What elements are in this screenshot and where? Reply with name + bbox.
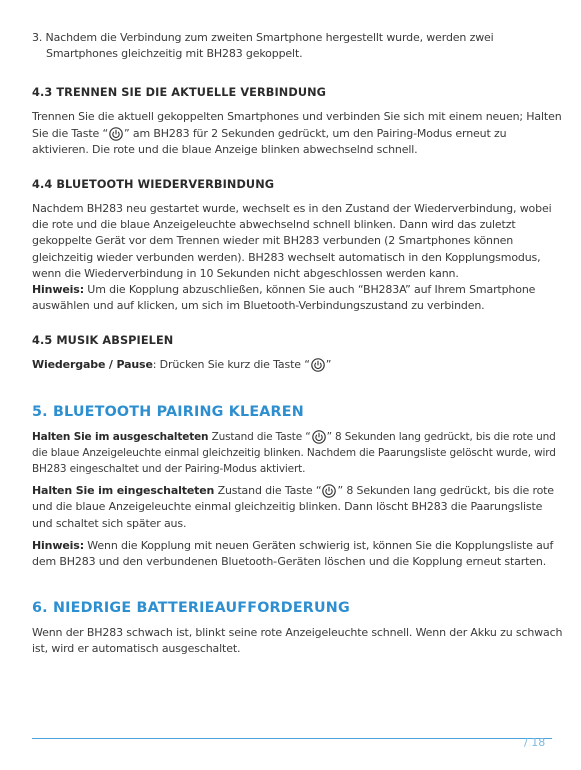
power-button-icon bbox=[312, 430, 326, 444]
footer-divider bbox=[32, 738, 552, 739]
power-button-icon bbox=[322, 484, 336, 498]
section-4-3-text: Trennen Sie die aktuell gekoppelten Smartphones und verbinden Sie sich mit einem neuen; Halten Sie die Taste “ ” am BH283 für 2 Sekunden gedrückt, um den Pairing-Modus erneut zu aktivieren. Die rote und die blaue Anzeige blinken abwechselnd schnell. bbox=[32, 110, 562, 156]
section-6-heading: 6. NIEDRIGE BATTERIEAUFFORDERUNG bbox=[32, 600, 350, 617]
section-4-4-heading: 4.4 BLUETOOTH WIEDERVERBINDUNG bbox=[32, 178, 275, 192]
list-item-3: 3. Nachdem die Verbindung zum zweiten Smartphone hergestellt wurde, werden zwei Smartphones gleichzeitig mit BH283 gekoppelt. bbox=[32, 31, 494, 61]
section-4-3-heading: 4.3 TRENNEN SIE DIE AKTUELLE VERBINDUNG bbox=[32, 86, 327, 100]
section-4-5-text: Wiedergabe / Pause: Drücken Sie kurz die Taste “ ” bbox=[32, 358, 332, 372]
section-4-5-heading: 4.5 MUSIK ABSPIELEN bbox=[32, 334, 174, 348]
section-5-hint: Hinweis: Wenn die Kopplung mit neuen Geräten schwierig ist, können Sie die Kopplungsliste auf dem BH283 und den verbundenen Bluetooth-Geräten löschen und die Kopplung erneut starten. bbox=[32, 538, 554, 569]
section-4-4-text: Nachdem BH283 neu gestartet wurde, wechselt es in den Zustand der Wiederverbindung, wobei die rote und die blaue Anzeigeleuchte abwechselnd schnell blinken. Dann wird das zuletzt gekoppelte Gerät vor dem Trennen wieder mit BH283 verbunden (2 Smartphones können gleichzeitig wieder verbunden werden). BH283 wechselt automatisch in den Kopplungsmodus, wenn die Wiederverbindung in 10 Sekunden nicht abgeschlossen werden kann. bbox=[32, 202, 552, 280]
page-number: / 18 bbox=[524, 736, 546, 749]
section-4-4-hint: Hinweis: Um die Kopplung abzuschließen, können Sie auch “BH283A” auf Ihrem Smartphone auswählen und auf klicken, um sich im Bluetooth-Verbindungszustand zu verbinden. bbox=[32, 283, 536, 313]
power-button-icon bbox=[109, 127, 123, 141]
manual-page bbox=[32, 30, 564, 658]
section-5-on-text: Halten Sie im eingeschalteten Zustand die Taste “ ” 8 Sekunden lang gedrückt, bis die rote und die blaue Anzeigeleuchte einmal gleichzeitig blinken. Dann löscht BH283 die Paarungsliste und schaltet sich später aus. bbox=[32, 484, 554, 530]
section-6-text: Wenn der BH283 schwach ist, blinkt seine rote Anzeigeleuchte schnell. Wenn der Akku zu schwach ist, wird er automatisch ausgeschaltet. bbox=[32, 626, 563, 656]
power-button-icon bbox=[311, 358, 325, 372]
section-5-heading: 5. BLUETOOTH PAIRING KLEAREN bbox=[32, 403, 304, 420]
section-5-off-text: Halten Sie im ausgeschalteten Zustand die Taste “ ” 8 Sekunden lang gedrückt, bis die rote und die blaue Anzeigeleuchte einmal gleichzeitig blinken. Nachdem die Paarungsliste gelöscht wurde, wird BH283 eingeschaltet und der Pairing-Modus aktiviert. bbox=[32, 430, 556, 476]
